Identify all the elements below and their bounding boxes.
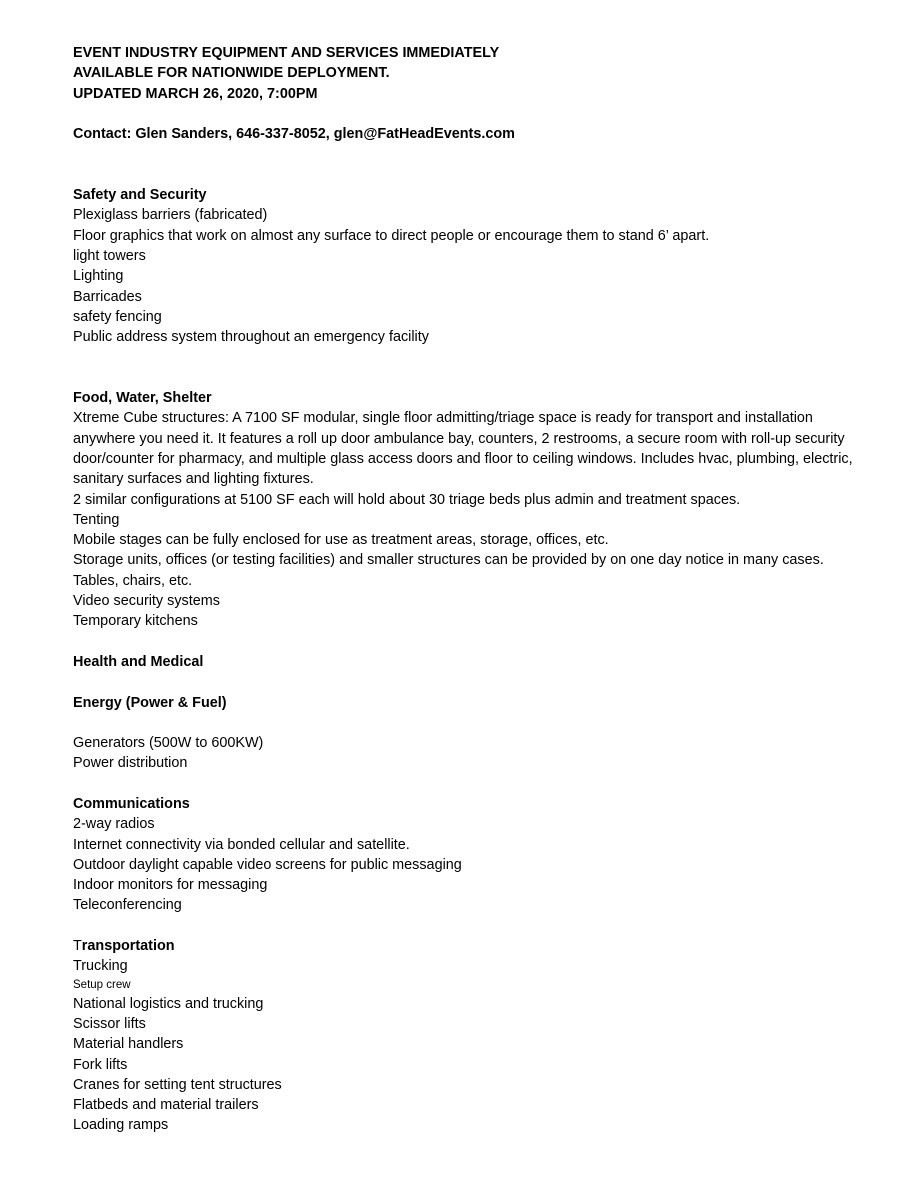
list-item: Trucking [73,958,128,975]
list-item: Public address system throughout an emergency facility [73,329,429,346]
list-item: Material handlers [73,1036,184,1053]
section-heading-communications: Communications [73,795,190,812]
section-heading-food: Food, Water, Shelter [73,390,212,407]
list-item: Fork lifts [73,1056,128,1073]
heading-rest: ransportation [81,938,175,955]
list-item: Tables, chairs, etc. [73,572,193,589]
list-item-small: Setup crew [73,978,131,991]
list-item: Internet connectivity via bonded cellular and satellite. [73,836,410,853]
list-item: Video security systems [73,593,220,610]
list-item: Plexiglass barriers (fabricated) [73,207,268,224]
list-item: Storage units, offices (or testing facilities) and smaller structures can be provided by on one day notice in many cases. [73,552,824,569]
doc-updated-date: UPDATED MARCH 26, 2020, 7:00PM [73,85,318,102]
heading-initial: T [73,938,82,955]
list-item: Barricades [73,288,142,305]
section-heading-health: Health and Medical [73,653,204,670]
list-item: light towers [73,247,146,264]
list-item: Lighting [73,268,124,285]
list-item: Scissor lifts [73,1015,146,1032]
list-item: Teleconferencing [73,897,182,914]
section-heading-energy: Energy (Power & Fuel) [73,694,227,711]
list-item: Loading ramps [73,1117,169,1134]
list-item: 2-way radios [73,816,155,833]
doc-title-line-2: AVAILABLE FOR NATIONWIDE DEPLOYMENT. [73,65,390,82]
list-item: Temporary kitchens [73,613,198,630]
list-item: 2 similar configurations at 5100 SF each will hold about 30 triage beds plus admin and treatment spaces. [73,491,741,508]
section-heading-transportation [73,936,880,956]
list-item: Outdoor daylight capable video screens for public messaging [73,856,462,873]
section-heading-safety: Safety and Security [73,187,207,204]
list-item: Flatbeds and material trailers [73,1097,259,1114]
contact-line: Contact: Glen Sanders, 646-337-8052, glen@FatHeadEvents.com [73,126,515,143]
xtreme-cube-paragraph: Xtreme Cube structures: A 7100 SF modular, single floor admitting/triage space is ready for transport and installation anywhere you need it. It features a roll up door ambulance bay, counters, 2 restrooms, a secure room with roll-up security door/counter for pharmacy, and multiple glass access doors and floor to ceiling windows. Includes hvac, plumbing, electric, sanitary surfaces and lighting fixtures. [73,410,853,488]
list-item: Mobile stages can be fully enclosed for use as treatment areas, storage, offices, etc. [73,532,609,549]
list-item: Tenting [73,511,120,528]
list-item: Cranes for setting tent structures [73,1076,282,1093]
list-item: National logistics and trucking [73,995,264,1012]
list-item: Indoor monitors for messaging [73,877,268,894]
list-item: Generators (500W to 600KW) [73,735,264,752]
doc-title-line-1: EVENT INDUSTRY EQUIPMENT AND SERVICES IMMEDIATELY [73,45,500,61]
list-item: Power distribution [73,755,188,772]
list-item: Floor graphics that work on almost any surface to direct people or encourage them to stand 6’ apart. [73,227,710,244]
list-item: safety fencing [73,308,162,325]
